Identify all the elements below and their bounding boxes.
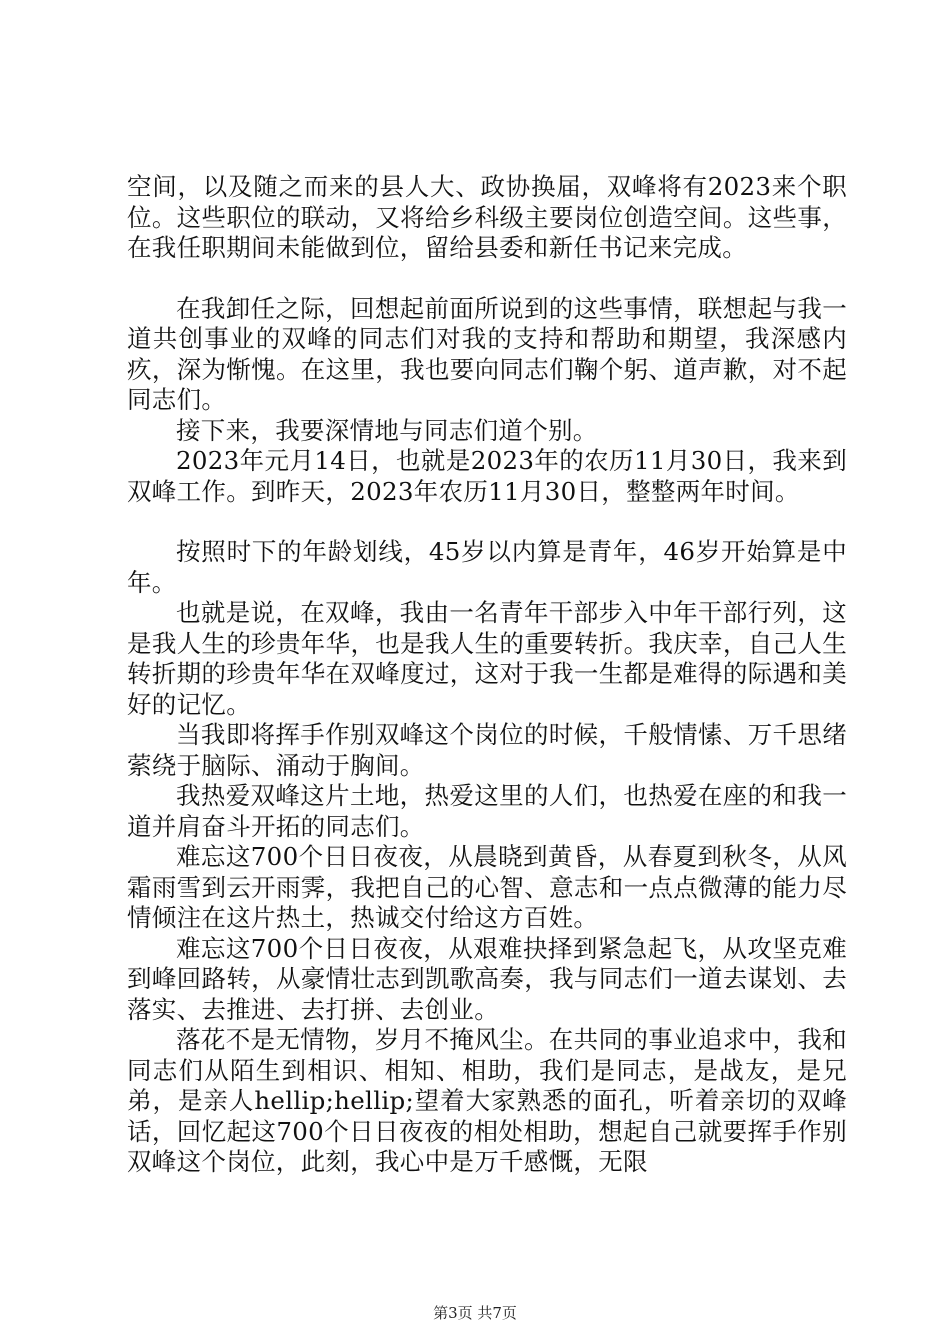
paragraph: 我热爱双峰这片土地，热爱这里的人们，也热爱在座的和我一道并肩奋斗开拓的同志们。 bbox=[127, 781, 847, 841]
paragraph: 在我卸任之际，回想起前面所说到的这些事情，联想起与我一道共创事业的双峰的同志们对我的支持和帮助和期望，我深感内疚，深为惭愧。在这里，我也要向同志们鞠个躬、道声歉，对不起同志们。 bbox=[127, 293, 847, 414]
paragraph: 当我即将挥手作别双峰这个岗位的时候，千般情愫、万千思绪萦绕于脑际、涌动于胸间。 bbox=[127, 720, 847, 780]
paragraph: 难忘这700个日日夜夜，从艰难抉择到紧急起飞，从攻坚克难到峰回路转，从豪情壮志到凯歌高奏，我与同志们一道去谋划、去落实、去推进、去打拼、去创业。 bbox=[127, 933, 847, 1024]
document-body bbox=[127, 172, 847, 1178]
paragraph: 落花不是无情物，岁月不掩风尘。在共同的事业追求中，我和同志们从陌生到相识、相知、相助，我们是同志，是战友，是兄弟，是亲人hellip;hellip;望着大家熟悉的面孔，听着亲切的双峰话，回忆起这700个日日夜夜的相处相助，想起自己就要挥手作别双峰这个岗位，此刻，我心中是万千感慨，无限 bbox=[127, 1025, 847, 1176]
paragraph-continued: 空间，以及随之而来的县人大、政协换届，双峰将有2023来个职位。这些职位的联动，又将给乡科级主要岗位创造空间。这些事，在我任职期间未能做到位，留给县委和新任书记来完成。 bbox=[127, 172, 847, 262]
paragraph: 也就是说，在双峰，我由一名青年干部步入中年干部行列，这是我人生的珍贵年华，也是我人生的重要转折。我庆幸，自己人生转折期的珍贵年华在双峰度过，这对于我一生都是难得的际遇和美好的记忆。 bbox=[127, 598, 847, 719]
paragraph: 2023年元月14日，也就是2023年的农历11月30日，我来到双峰工作。到昨天，2023年农历11月30日，整整两年时间。 bbox=[127, 446, 847, 506]
page-number-footer: 第3页 共7页 bbox=[433, 1304, 517, 1322]
paragraph: 接下来，我要深情地与同志们道个别。 bbox=[176, 415, 598, 445]
paragraph: 按照时下的年龄划线，45岁以内算是青年，46岁开始算是中年。 bbox=[127, 537, 847, 597]
paragraph: 难忘这700个日日夜夜，从晨晓到黄昏，从春夏到秋冬，从风霜雨雪到云开雨霁，我把自己的心智、意志和一点点微薄的能力尽情倾注在这片热土，热诚交付给这方百姓。 bbox=[127, 842, 847, 932]
